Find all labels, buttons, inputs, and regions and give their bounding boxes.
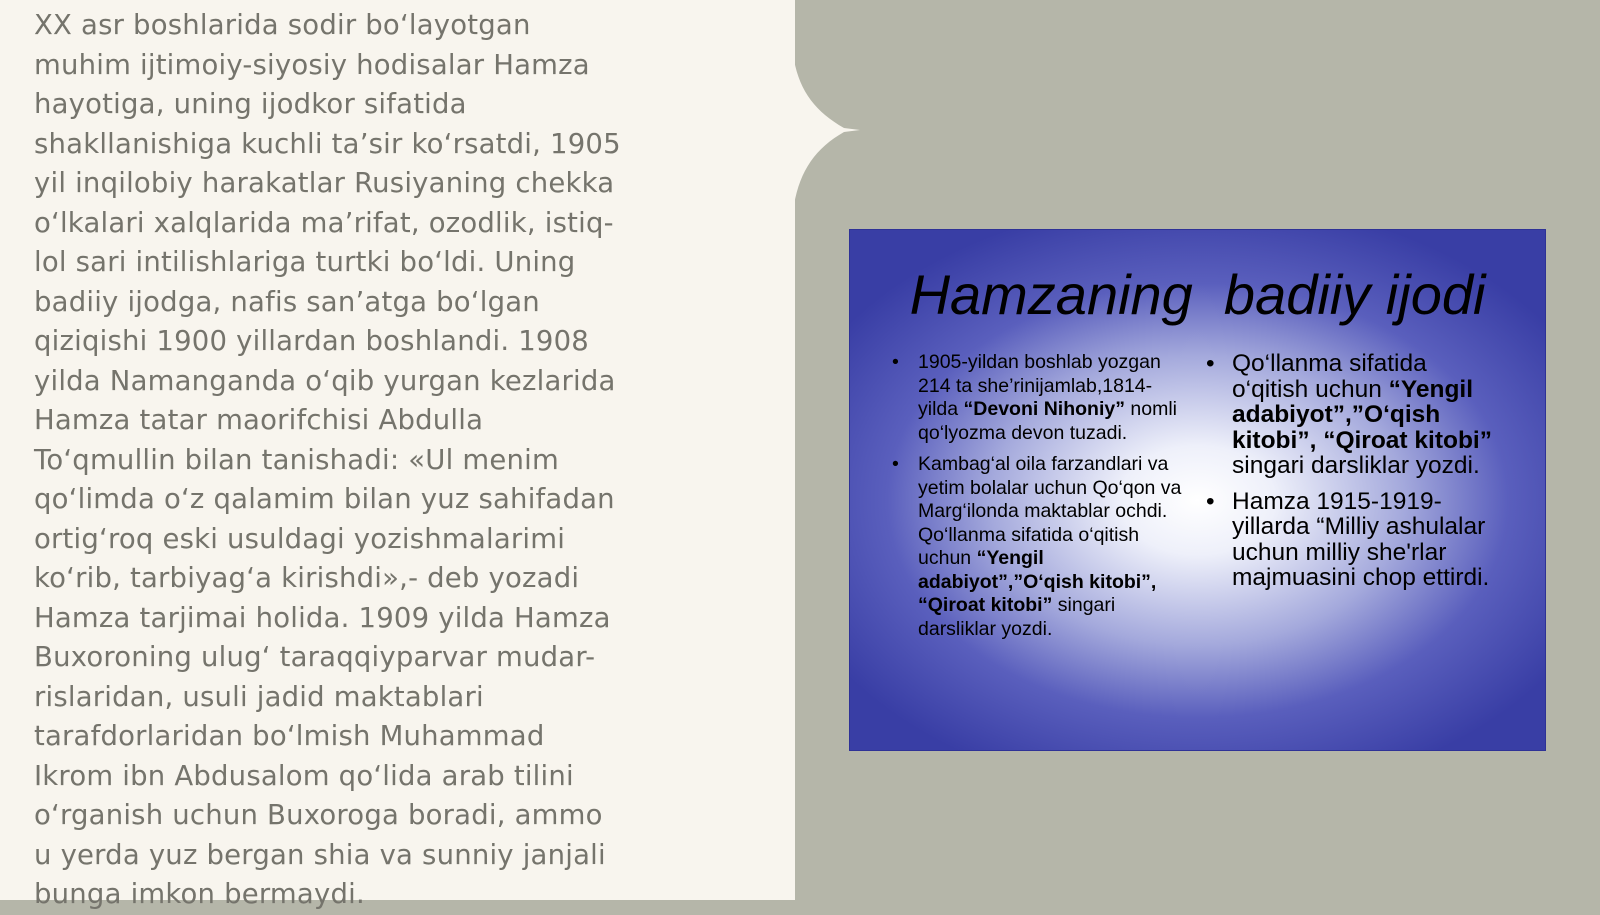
text-panel <box>0 0 795 910</box>
slide-right-column <box>1206 351 1506 601</box>
slide-title: Hamzaning badiiy ijodi <box>909 263 1486 326</box>
text-line: u yerda yuz bergan shia va sunniy janjali <box>34 838 606 871</box>
text-line: yilda Namanganda o‘qib yurgan kezlarida <box>34 364 616 397</box>
text-line: ko‘rib, tarbiyag‘a kirishdi»,- deb yozadi <box>34 562 580 594</box>
bullet-bold-text: “Yengil adabiyot”,”O‘qish kitobi”, “Qiroat kitobi” <box>1232 375 1492 454</box>
text-line: badiiy ijodga, nafis san’atga bo‘lgan <box>34 285 540 318</box>
bullet-text: Kambag‘al oila farzandlari va yetim bolalar uchun Qo‘qon va Marg‘ilonda maktablar ochdi. Qo‘llanma sifatida o‘qitish uchun <box>918 453 1182 569</box>
slide-bullet <box>1206 489 1506 591</box>
text-line: lol sari intilishlariga turtki bo‘ldi. Uning <box>34 246 576 278</box>
text-line: tarafdorlaridan bo‘lmish Muhammad <box>34 720 545 752</box>
bullet-text: 1905-yildan boshlab yozgan 214 ta she’rinijamlab,1814-yilda <box>918 351 1161 420</box>
text-line: Buxoroning ulug‘ taraqqiyparvar mudar- <box>34 641 596 673</box>
text-line: bunga imkon bermaydi. <box>34 878 365 910</box>
bullet-text: nomli qo‘lyozma devon tuzadi. <box>918 398 1177 444</box>
text-line: Hamza tatar maorifchisi Abdulla <box>34 404 484 436</box>
text-line: shakllanishiga kuchli ta’sir ko‘rsatdi, 1905 <box>34 127 621 160</box>
text-line: yil inqilobiy harakatlar Rusiyaning chekka <box>34 167 615 199</box>
text-line: o‘rganish uchun Buxoroga boradi, ammo <box>34 799 603 831</box>
text-line: hayotiga, uning ijodkor sifatida <box>34 88 467 120</box>
text-line: qo‘limda o‘z qalamim bilan yuz sahifadan <box>34 483 615 515</box>
text-line: o‘lkalari xalqlarida ma’rifat, ozodlik, istiq- <box>34 206 614 239</box>
text-line: XX asr boshlarida sodir bo‘layotgan <box>34 9 531 41</box>
text-line: Hamza tarjimai holida. 1909 yilda Hamza <box>34 601 611 634</box>
slide-image <box>849 229 1546 751</box>
document-body <box>34 6 694 915</box>
text-line: Ikrom ibn Abdusalom qo‘lida arab tilini <box>34 759 574 792</box>
text-line: rislaridan, usuli jadid maktablari <box>34 680 484 713</box>
text-line: ortig‘roq eski usuldagi yozishmalarimi <box>34 522 566 555</box>
text-line: muhim ijtimoiy-siyosiy hodisalar Hamza <box>34 48 590 81</box>
slide-bullet <box>892 351 1182 445</box>
text-line: qiziqishi 1900 yillardan boshlandi. 1908 <box>34 325 590 357</box>
bullet-bold-text: “Yengil adabiyot”,”O‘qish kitobi”, “Qiroat kitobi” <box>918 547 1157 616</box>
bullet-text: singari darsliklar yozdi. <box>1232 452 1480 479</box>
bullet-text: singari darsliklar yozdi. <box>918 594 1116 640</box>
slide-left-column <box>892 351 1182 649</box>
bullet-text: Qo‘llanma sifatida o‘qitish uchun <box>1232 350 1427 403</box>
bullet-bold-text: “Devoni Nihoniy” <box>963 398 1125 420</box>
slide-bullet <box>1206 351 1506 479</box>
text-line: To‘qmullin bilan tanishadi: «Ul menim <box>34 443 559 476</box>
bullet-text: Hamza 1915-1919- yillarda “Milliy ashulalar uchun milliy she'rlar majmuasini chop ettirdi. <box>1232 487 1490 591</box>
decorative-wave <box>794 0 864 210</box>
slide-bullet <box>892 453 1182 641</box>
